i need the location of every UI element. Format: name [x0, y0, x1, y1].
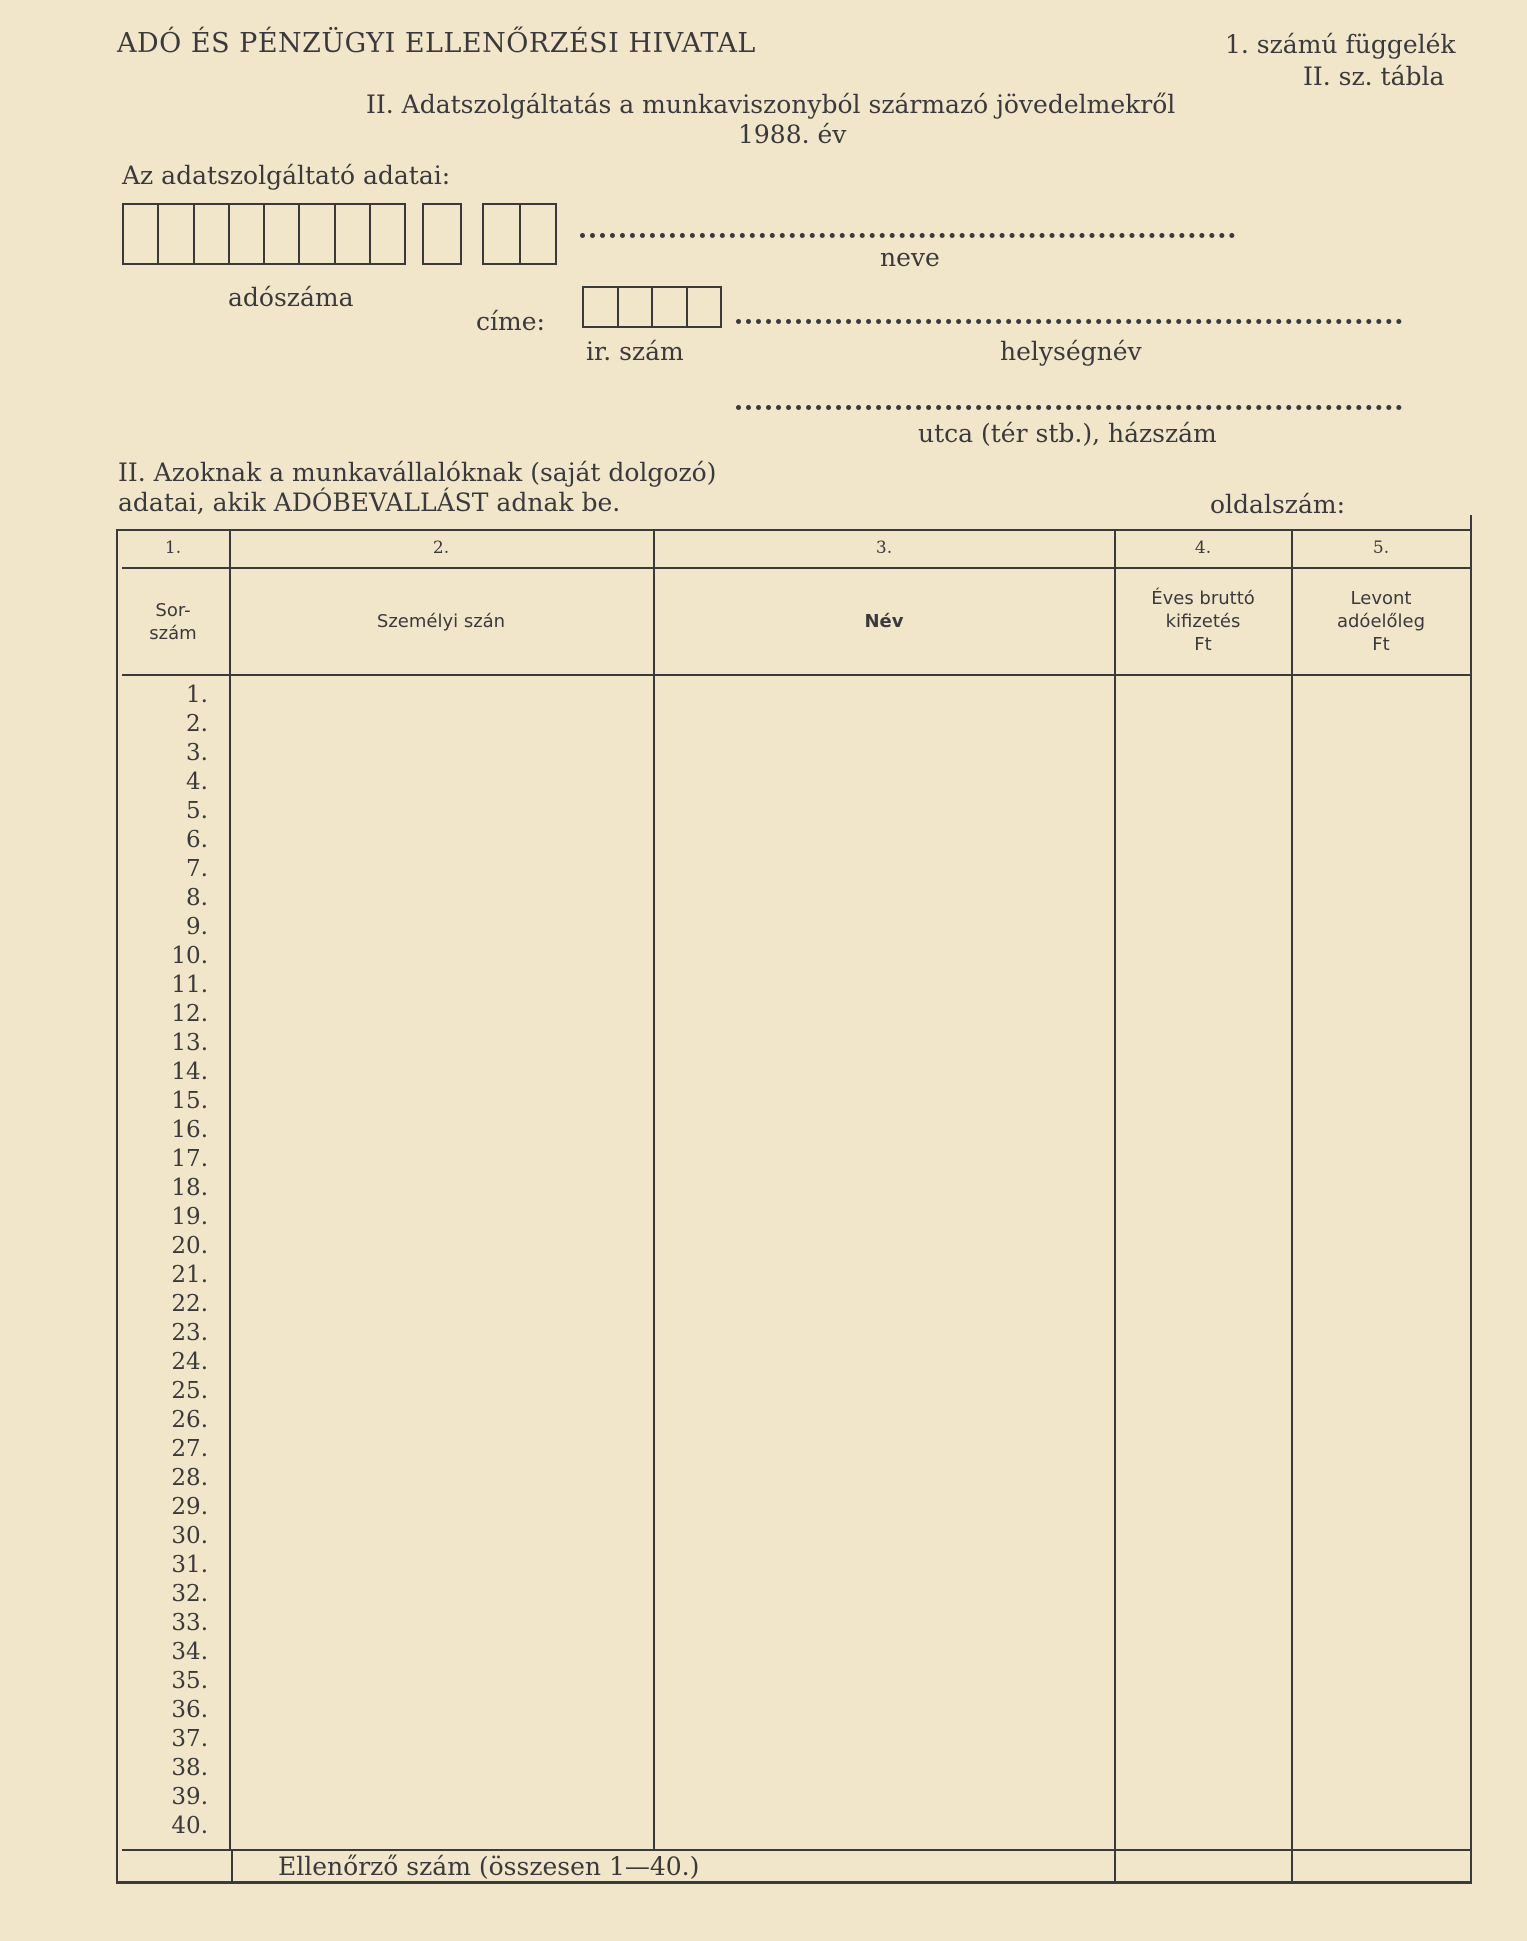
row-number: 1. [186, 682, 208, 708]
table-bottom-border [116, 1881, 1472, 1884]
row-number: 40. [171, 1813, 208, 1839]
digit-box[interactable] [159, 203, 194, 263]
column-header-gross-pay: Éves bruttó kifizetés Ft [1151, 588, 1255, 655]
digit-box[interactable] [653, 286, 688, 326]
postal-code-label: ir. szám [586, 337, 684, 366]
table-right-border [1470, 515, 1472, 1883]
table-colnum-divider [122, 567, 1470, 569]
digit-box[interactable] [300, 203, 335, 263]
footer-divider-1 [231, 1851, 233, 1881]
row-number: 14. [171, 1059, 208, 1085]
row-number: 19. [171, 1204, 208, 1230]
column-number-2: 2. [432, 538, 450, 558]
row-number: 36. [171, 1697, 208, 1723]
column-header-tax-withheld: Levont adóelőleg Ft [1336, 588, 1426, 655]
address-label: címe: [476, 307, 545, 336]
row-number: 38. [171, 1755, 208, 1781]
row-number-list [118, 681, 208, 1841]
row-number: 33. [171, 1610, 208, 1636]
page-number-label: oldalszám: [1210, 490, 1345, 519]
row-number: 24. [171, 1349, 208, 1375]
column-header-row-number: Sor- szám [149, 599, 197, 644]
column-number-1: 1. [164, 538, 182, 558]
col-divider-3 [1114, 529, 1116, 1881]
digit-box[interactable] [484, 203, 521, 263]
row-number: 34. [171, 1639, 208, 1665]
street-field[interactable] [736, 405, 1402, 410]
digit-box[interactable] [619, 286, 654, 326]
tax-number-box-check[interactable] [422, 203, 462, 265]
control-number-label: Ellenőrző szám (összesen 1—40.) [278, 1852, 700, 1881]
row-number: 32. [171, 1581, 208, 1607]
row-number: 16. [171, 1117, 208, 1143]
agency-name: ADÓ ÉS PÉNZÜGYI ELLENŐRZÉSI HIVATAL [117, 28, 756, 59]
row-number: 21. [171, 1262, 208, 1288]
row-number: 39. [171, 1784, 208, 1810]
digit-box[interactable] [195, 203, 230, 263]
row-number: 2. [186, 711, 208, 737]
digit-box[interactable] [124, 203, 159, 263]
form-year: 1988. év [738, 120, 847, 149]
digit-box[interactable] [688, 286, 721, 326]
row-number: 18. [171, 1175, 208, 1201]
section2-line1: II. Azoknak a munkavállalóknak (saját dolgozó) [118, 458, 717, 487]
column-header-personal-id: Személyi szán [376, 611, 506, 632]
row-number: 20. [171, 1233, 208, 1259]
table-top-border [116, 529, 1472, 531]
tax-number-boxes-county[interactable] [482, 203, 557, 265]
col-divider-2 [653, 529, 655, 1851]
table-ref-label: II. sz. tábla [1303, 62, 1445, 91]
row-number: 31. [171, 1552, 208, 1578]
street-label: utca (tér stb.), házszám [918, 419, 1217, 448]
col-divider-4 [1291, 529, 1293, 1881]
postal-code-boxes[interactable] [582, 286, 722, 328]
tax-number-label: adószáma [228, 283, 354, 312]
row-number: 26. [171, 1407, 208, 1433]
digit-box[interactable] [521, 203, 556, 263]
col-divider-1 [229, 529, 231, 1851]
table-footer-divider [122, 1849, 1470, 1851]
digit-box[interactable] [336, 203, 371, 263]
locality-field[interactable] [736, 319, 1402, 324]
row-number: 23. [171, 1320, 208, 1346]
column-number-4: 4. [1194, 538, 1212, 558]
column-header-name: Név [864, 611, 904, 632]
row-number: 7. [186, 856, 208, 882]
table-header-divider [122, 674, 1470, 676]
row-number: 35. [171, 1668, 208, 1694]
column-number-5: 5. [1372, 538, 1390, 558]
section2-line2: adatai, akik ADÓBEVALLÁST adnak be. [118, 488, 621, 517]
row-number: 9. [186, 914, 208, 940]
row-number: 4. [186, 769, 208, 795]
locality-label: helységnév [1000, 337, 1142, 366]
row-number: 10. [171, 943, 208, 969]
appendix-label: 1. számú függelék [1225, 30, 1456, 59]
digit-box[interactable] [584, 286, 619, 326]
row-number: 25. [171, 1378, 208, 1404]
row-number: 3. [186, 740, 208, 766]
tax-number-boxes-main[interactable] [122, 203, 406, 265]
provider-section-label: Az adatszolgáltató adatai: [122, 161, 451, 190]
digit-box[interactable] [230, 203, 265, 263]
row-number: 12. [171, 1001, 208, 1027]
form-title: II. Adatszolgáltatás a munkaviszonyból származó jövedelmekről [366, 90, 1176, 119]
row-number: 11. [171, 972, 208, 998]
row-number: 37. [171, 1726, 208, 1752]
row-number: 5. [186, 798, 208, 824]
row-number: 8. [186, 885, 208, 911]
row-number: 29. [171, 1494, 208, 1520]
row-number: 30. [171, 1523, 208, 1549]
digit-box[interactable] [424, 203, 460, 263]
row-number: 22. [171, 1291, 208, 1317]
row-number: 15. [171, 1088, 208, 1114]
row-number: 17. [171, 1146, 208, 1172]
row-number: 13. [171, 1030, 208, 1056]
digit-box[interactable] [265, 203, 300, 263]
digit-box[interactable] [371, 203, 404, 263]
row-number: 27. [171, 1436, 208, 1462]
name-label: neve [880, 243, 940, 272]
column-number-3: 3. [875, 538, 893, 558]
row-number: 6. [186, 827, 208, 853]
name-field[interactable] [580, 233, 1235, 238]
row-number: 28. [171, 1465, 208, 1491]
